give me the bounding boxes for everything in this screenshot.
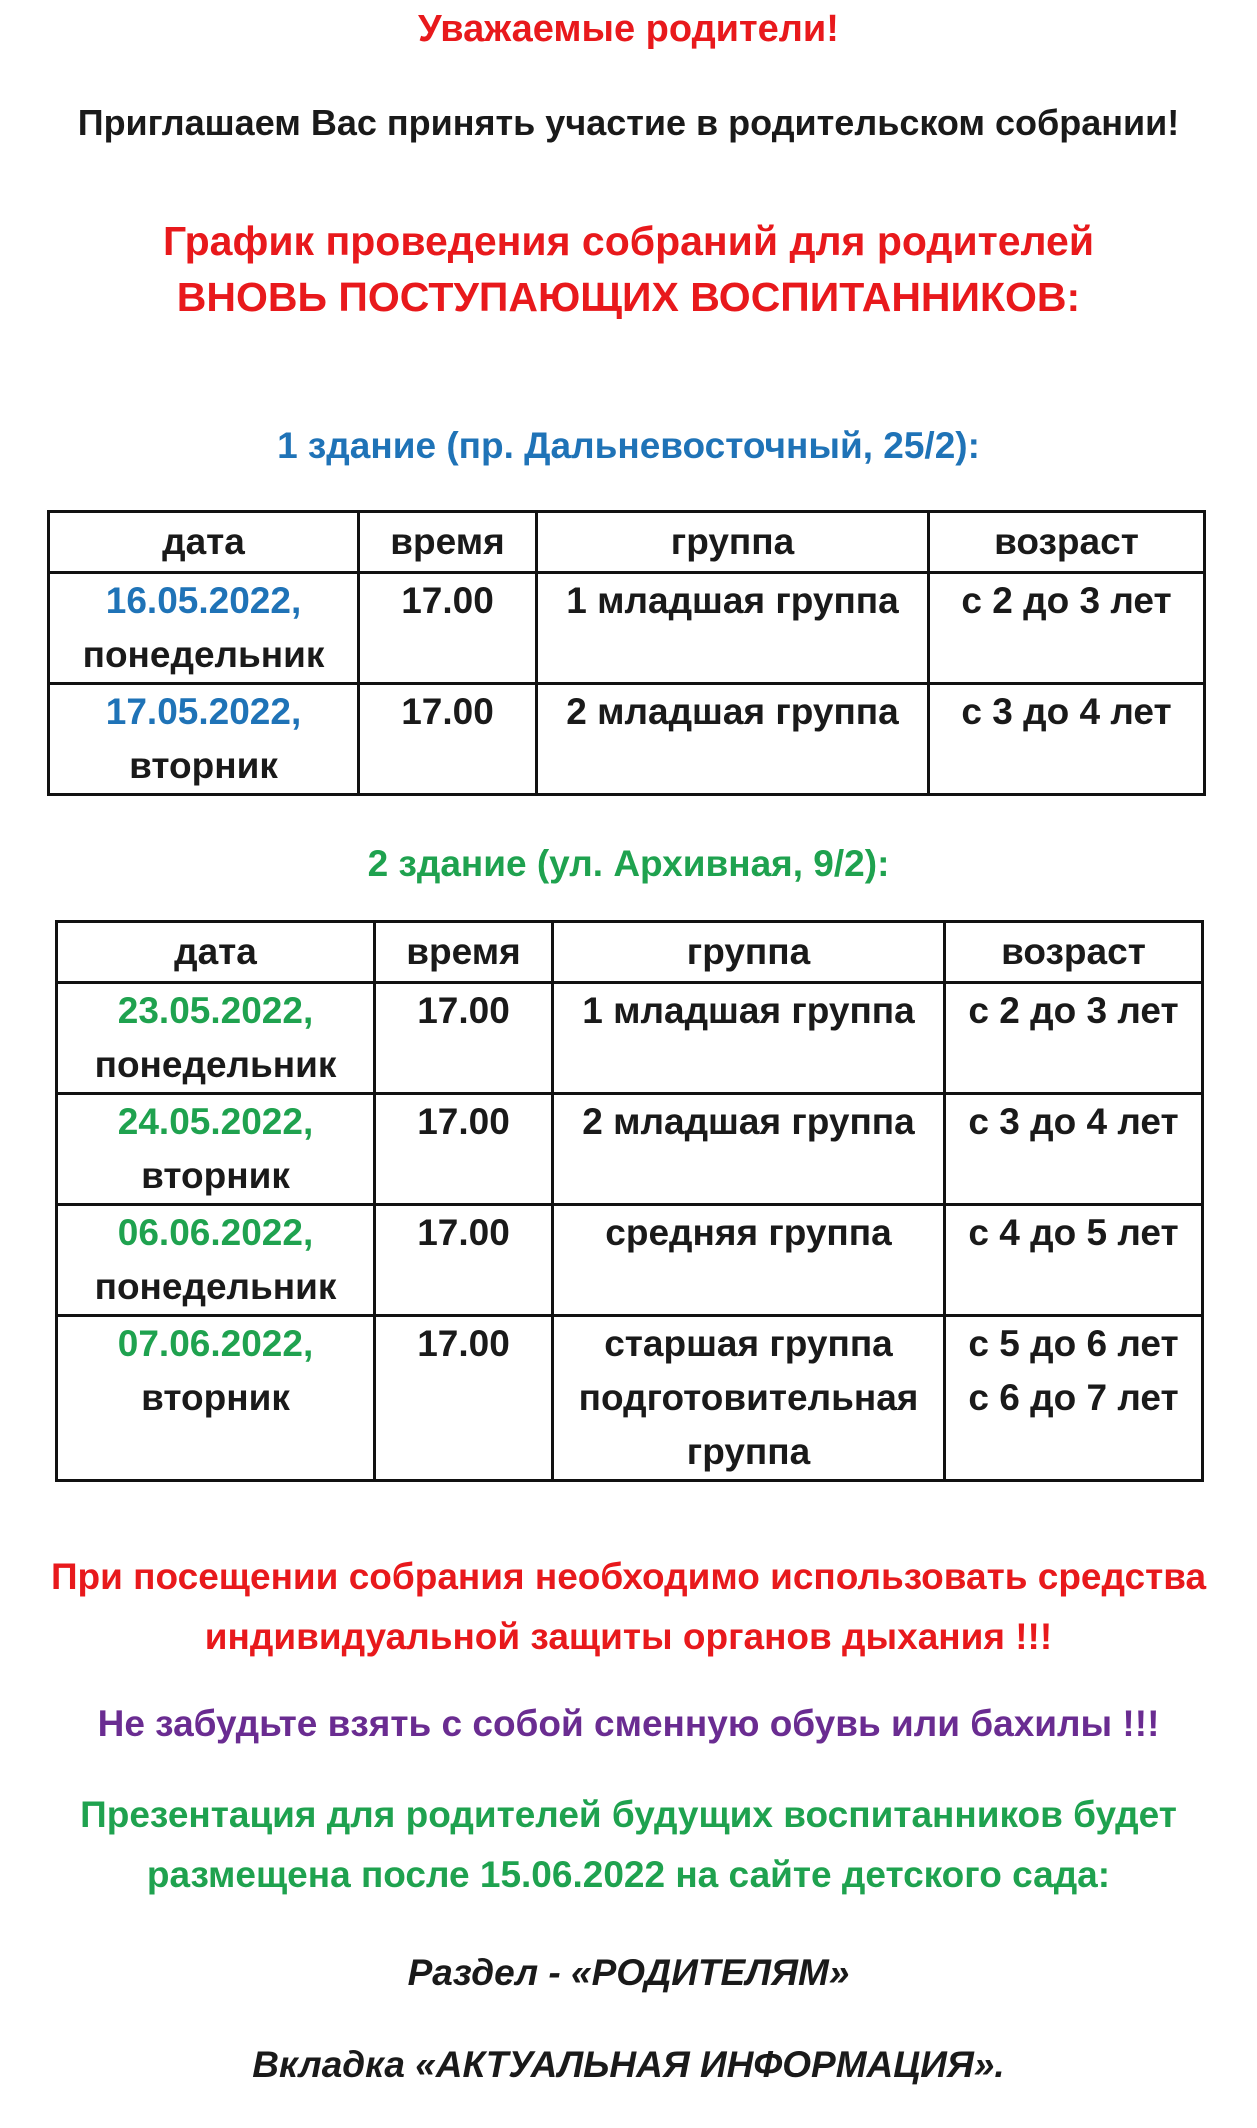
section-label: Раздел - «РОДИТЕЛЯМ»: [407, 1952, 850, 1993]
group-name: подготовительная: [578, 1377, 919, 1418]
group-cell: [537, 684, 929, 795]
column-header-time: время: [359, 512, 537, 573]
greeting: Уважаемые родители!: [418, 8, 839, 50]
presentation-line1: Презентация для родителей будущих воспитанников будет: [80, 1794, 1177, 1835]
group-name: 1 младшая группа: [566, 580, 899, 621]
table-row: [49, 684, 1205, 795]
date-cell: [49, 684, 359, 795]
date-cell: [57, 1094, 375, 1205]
age-cell: [945, 1316, 1203, 1481]
table-header-row: [57, 922, 1203, 983]
group-cell: [553, 1205, 945, 1316]
meeting-date: 16.05.2022,: [105, 580, 302, 621]
group-cell: [537, 573, 929, 684]
date-cell: [57, 1205, 375, 1316]
table-row: [57, 1316, 1203, 1481]
shoes-notice: Не забудьте взять с собой сменную обувь или бахилы !!!: [97, 1703, 1160, 1744]
date-cell: [57, 983, 375, 1094]
age-range: с 2 до 3 лет: [961, 580, 1172, 621]
column-header-age: возраст: [929, 512, 1205, 573]
time-cell: 17.00: [375, 983, 553, 1094]
age-range: с 5 до 6 лет: [968, 1323, 1179, 1364]
building1-rows: [49, 573, 1205, 795]
column-header-date: дата: [57, 922, 375, 983]
age-range: с 6 до 7 лет: [968, 1377, 1179, 1418]
time-cell: 17.00: [375, 1094, 553, 1205]
column-header-group: группа: [553, 922, 945, 983]
time-cell: 17.00: [359, 573, 537, 684]
age-cell: [945, 1205, 1203, 1316]
age-cell: [929, 684, 1205, 795]
meeting-date: 17.05.2022,: [105, 691, 302, 732]
meeting-weekday: понедельник: [94, 1266, 337, 1307]
date-cell: [57, 1316, 375, 1481]
column-header-group: группа: [537, 512, 929, 573]
meeting-date: 07.06.2022,: [117, 1323, 314, 1364]
schedule-title-line2: ВНОВЬ ПОСТУПАЮЩИХ ВОСПИТАННИКОВ:: [176, 274, 1081, 320]
meeting-weekday: вторник: [129, 745, 278, 786]
table-header-row: [49, 512, 1205, 573]
age-range: с 2 до 3 лет: [968, 990, 1179, 1031]
meeting-weekday: вторник: [141, 1377, 290, 1418]
group-cell: [553, 1316, 945, 1481]
column-header-age: возраст: [945, 922, 1203, 983]
table-row: [49, 573, 1205, 684]
meeting-date: 06.06.2022,: [117, 1212, 314, 1253]
column-header-time: время: [375, 922, 553, 983]
tab-label: Вкладка «АКТУАЛЬНАЯ ИНФОРМАЦИЯ».: [252, 2044, 1005, 2085]
table-row: [57, 983, 1203, 1094]
age-cell: [945, 1094, 1203, 1205]
age-range: с 3 до 4 лет: [968, 1101, 1179, 1142]
mask-notice-line2: индивидуальной защиты органов дыхания !!!: [204, 1616, 1053, 1657]
age-range: с 3 до 4 лет: [961, 691, 1172, 732]
date-cell: [49, 573, 359, 684]
table-row: [57, 1205, 1203, 1316]
group-name: 2 младшая группа: [582, 1101, 915, 1142]
presentation-line2: размещена после 15.06.2022 на сайте детского сада:: [146, 1854, 1111, 1895]
meeting-date: 24.05.2022,: [117, 1101, 314, 1142]
meeting-date: 23.05.2022,: [117, 990, 314, 1031]
invitation: Приглашаем Вас принять участие в родительском собрании!: [77, 102, 1180, 143]
time-cell: 17.00: [375, 1205, 553, 1316]
building1-schedule-table: [47, 510, 1206, 796]
building2-schedule-table: [55, 920, 1204, 1482]
age-range: с 4 до 5 лет: [968, 1212, 1179, 1253]
meeting-weekday: понедельник: [82, 634, 325, 675]
group-cell: [553, 1094, 945, 1205]
group-name: 1 младшая группа: [582, 990, 915, 1031]
meeting-weekday: понедельник: [94, 1044, 337, 1085]
column-header-date: дата: [49, 512, 359, 573]
group-name: средняя группа: [605, 1212, 892, 1253]
meeting-weekday: вторник: [141, 1155, 290, 1196]
group-name: старшая группа: [604, 1323, 893, 1364]
group-cell: [553, 983, 945, 1094]
time-cell: 17.00: [359, 684, 537, 795]
building1-heading: 1 здание (пр. Дальневосточный, 25/2):: [277, 425, 980, 466]
table-row: [57, 1094, 1203, 1205]
age-cell: [945, 983, 1203, 1094]
building2-heading: 2 здание (ул. Архивная, 9/2):: [367, 843, 890, 884]
age-cell: [929, 573, 1205, 684]
mask-notice-line1: При посещении собрания необходимо использовать средства: [50, 1556, 1207, 1597]
group-name: 2 младшая группа: [566, 691, 899, 732]
schedule-title-line1: График проведения собраний для родителей: [162, 218, 1095, 264]
group-name: группа: [686, 1431, 811, 1472]
building2-rows: [57, 983, 1203, 1481]
time-cell: 17.00: [375, 1316, 553, 1481]
